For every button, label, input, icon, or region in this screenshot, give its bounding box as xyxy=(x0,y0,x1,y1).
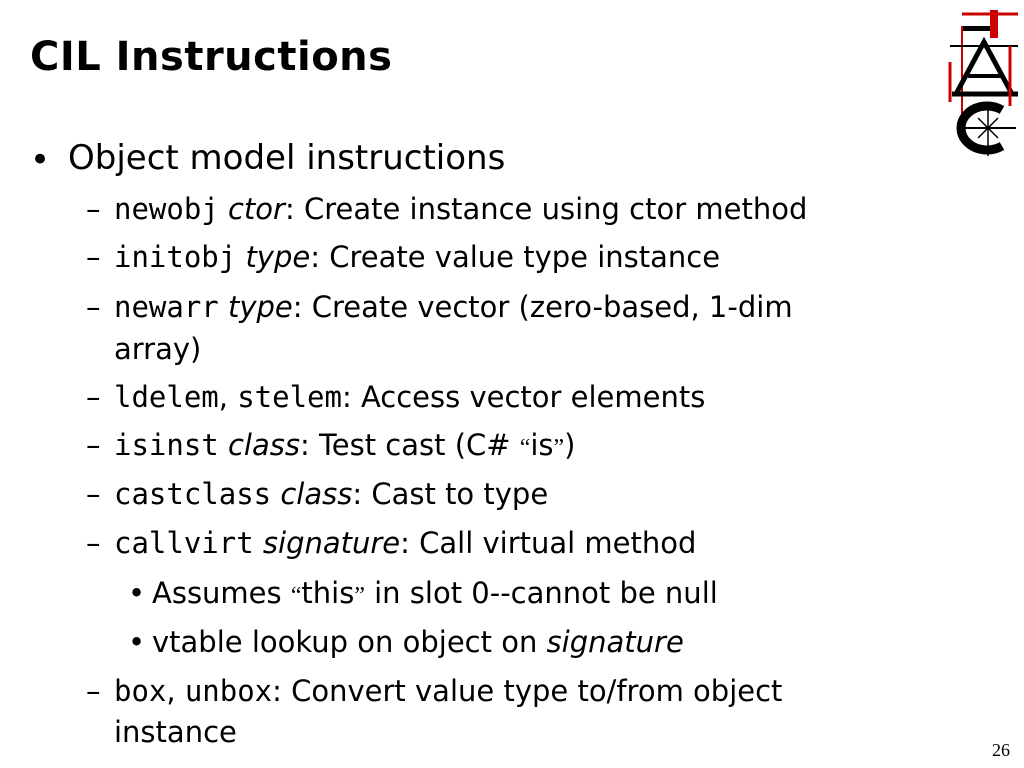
separator: , xyxy=(218,380,238,414)
assumes-post: in slot 0--cannot be null xyxy=(364,576,718,610)
desc-isinst: : Test cast (C# xyxy=(299,428,520,462)
dash-marker: – xyxy=(86,674,101,708)
arg-class: class xyxy=(227,428,300,462)
assumes-pre: Assumes xyxy=(152,576,291,610)
item-initobj xyxy=(114,240,720,274)
arg-type: type xyxy=(227,290,293,324)
code-callvirt: callvirt xyxy=(114,526,254,560)
item-castclass xyxy=(114,477,548,511)
quoted-this: this xyxy=(301,576,355,610)
close-quote: ” xyxy=(553,435,565,461)
dash-marker: – xyxy=(86,192,101,226)
arg-type: type xyxy=(245,240,311,274)
bullet-marker: • xyxy=(128,625,146,659)
quoted-is: is xyxy=(530,428,554,462)
code-ldelem: ldelem xyxy=(114,380,219,414)
code-newarr: newarr xyxy=(114,290,219,324)
arg-ctor: ctor xyxy=(227,192,285,226)
desc-box-cont: instance xyxy=(114,715,237,749)
desc-castclass: : Cast to type xyxy=(352,477,549,511)
iaic-logo-icon xyxy=(940,6,1020,156)
arg-class: class xyxy=(280,477,353,511)
code-box: box xyxy=(114,674,167,708)
item-vtable xyxy=(152,625,684,659)
open-quote: “ xyxy=(519,435,531,461)
code-stelem: stelem xyxy=(237,380,342,414)
desc-box: : Convert value type to/from object xyxy=(272,674,783,708)
dash-marker: – xyxy=(86,428,101,462)
desc-ldelem: : Access vector elements xyxy=(341,380,706,414)
arg-signature: signature xyxy=(546,625,684,659)
bullet-marker: • xyxy=(30,140,51,180)
item-newobj xyxy=(114,192,807,226)
close-quote: ” xyxy=(354,583,365,609)
separator: , xyxy=(166,674,185,708)
code-initobj: initobj xyxy=(114,240,237,274)
item-isinst xyxy=(114,428,575,462)
desc-callvirt: : Call virtual method xyxy=(400,526,697,560)
desc-newarr-cont: array) xyxy=(114,332,202,366)
desc-newarr: : Create vector (zero-based, 1-dim xyxy=(292,290,793,324)
dash-marker: – xyxy=(86,290,101,324)
item-box xyxy=(114,674,782,708)
code-castclass: castclass xyxy=(114,477,272,511)
code-unbox: unbox xyxy=(184,674,273,708)
desc-newobj: : Create instance using ctor method xyxy=(284,192,808,226)
item-ldelem xyxy=(114,380,705,414)
dash-marker: – xyxy=(86,240,101,274)
dash-marker: – xyxy=(86,477,101,511)
vtable-text: vtable lookup on object on xyxy=(152,625,547,659)
arg-signature: signature xyxy=(262,526,401,560)
item-callvirt xyxy=(114,526,696,560)
open-quote: “ xyxy=(290,583,302,609)
close-paren: ) xyxy=(564,428,576,462)
dash-marker: – xyxy=(86,380,101,414)
page-number: 26 xyxy=(992,740,1010,760)
slide-title: CIL Instructions xyxy=(30,34,393,80)
code-newobj: newobj xyxy=(114,192,219,226)
code-isinst: isinst xyxy=(114,428,219,462)
bullet-marker: • xyxy=(128,576,146,610)
desc-initobj: : Create value type instance xyxy=(310,240,721,274)
bullet-object-model: Object model instructions xyxy=(68,138,506,178)
item-assumes-this xyxy=(152,576,718,610)
dash-marker: – xyxy=(86,526,101,560)
item-newarr xyxy=(114,290,793,324)
